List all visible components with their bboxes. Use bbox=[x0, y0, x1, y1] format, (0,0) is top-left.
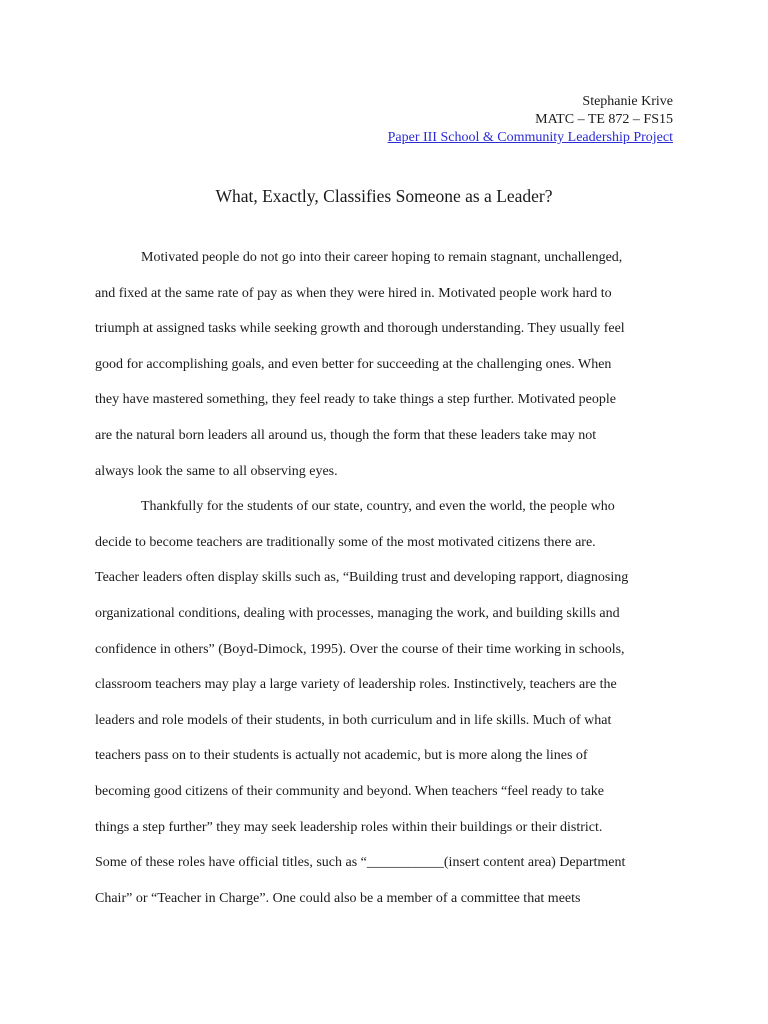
text-line: Teacher leaders often display skills such as, “Building trust and developing rapport, diagnosing bbox=[95, 570, 629, 586]
course-code: MATC – TE 872 – FS15 bbox=[535, 112, 673, 127]
paragraph-2 bbox=[95, 489, 671, 916]
text-line: teachers pass on to their students is actually not academic, but is more along the lines of bbox=[95, 748, 588, 764]
author-name: Stephanie Krive bbox=[582, 94, 673, 109]
text-line: are the natural born leaders all around us, though the form that these leaders take may not bbox=[95, 427, 597, 443]
text-line: Motivated people do not go into their career hoping to remain stagnant, unchallenged, bbox=[141, 250, 623, 265]
document-body bbox=[95, 240, 671, 916]
text-line: things a step further” they may seek leadership roles within their buildings or their district. bbox=[95, 819, 603, 835]
text-line: and fixed at the same rate of pay as when they were hired in. Motivated people work hard to bbox=[95, 285, 612, 301]
text-line: confidence in others” (Boyd-Dimock, 1995). Over the course of their time working in schools, bbox=[95, 641, 625, 657]
paragraph-1 bbox=[95, 240, 671, 489]
text-line: good for accomplishing goals, and even better for succeeding at the challenging ones. When bbox=[95, 356, 612, 372]
text-line: becoming good citizens of their community and beyond. When teachers “feel ready to take bbox=[95, 783, 605, 799]
document-header bbox=[388, 93, 673, 147]
text-line: organizational conditions, dealing with processes, managing the work, and building skills and bbox=[95, 605, 620, 621]
document-title: What, Exactly, Classifies Someone as a Leader? bbox=[215, 186, 553, 206]
text-line: classroom teachers may play a large variety of leadership roles. Instinctively, teachers are the bbox=[95, 677, 617, 693]
project-link[interactable]: Paper III School & Community Leadership Project bbox=[387, 130, 673, 145]
text-line: Some of these roles have official titles, such as “___________(insert content area) Department bbox=[95, 855, 626, 871]
text-line: they have mastered something, they feel ready to take things a step further. Motivated people bbox=[95, 392, 616, 408]
text-line: triumph at assigned tasks while seeking growth and thorough understanding. They usually feel bbox=[95, 321, 625, 337]
text-line: always look the same to all observing eyes. bbox=[95, 463, 338, 479]
text-line: Thankfully for the students of our state, country, and even the world, the people who bbox=[141, 499, 615, 515]
text-line: leaders and role models of their students, in both curriculum and in life skills. Much of what bbox=[95, 712, 612, 728]
text-line: Chair” or “Teacher in Charge”. One could also be a member of a committee that meets bbox=[95, 890, 581, 906]
text-line: decide to become teachers are traditionally some of the most motivated citizens there are. bbox=[95, 534, 596, 550]
